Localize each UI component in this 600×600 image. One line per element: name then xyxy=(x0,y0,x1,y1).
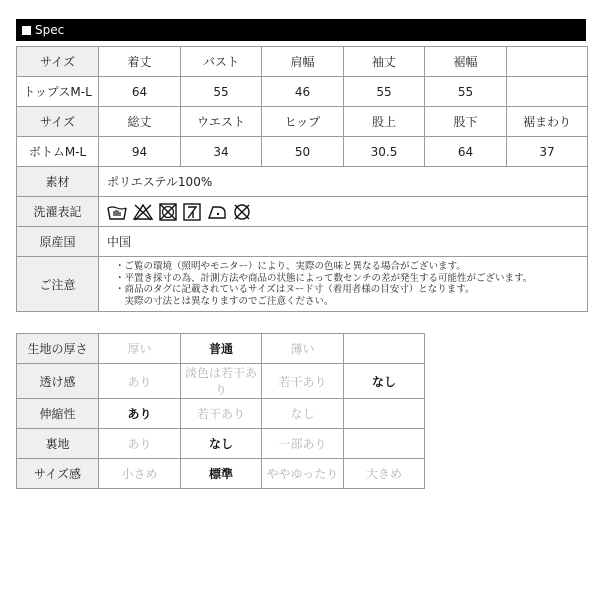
hand-wash-icon xyxy=(107,203,127,221)
feel-option: 標準 xyxy=(181,459,262,489)
notes-cell xyxy=(99,257,588,312)
feel-row-stretch xyxy=(17,399,425,429)
table-cell: 94 xyxy=(99,137,181,167)
table-header-cell: サイズ xyxy=(17,47,99,77)
feel-label: 生地の厚さ xyxy=(17,334,99,364)
table-cell: トップスM-L xyxy=(17,77,99,107)
origin-row xyxy=(17,227,588,257)
feel-option: あり xyxy=(99,399,181,429)
note-line: ・平置き採寸の為、計測方法や商品の状態によって数センチの差が発生する可能性がございます。 xyxy=(115,272,533,284)
feel-option: 一部あり xyxy=(262,429,344,459)
feel-label: 裏地 xyxy=(17,429,99,459)
table-header-cell: 肩幅 xyxy=(262,47,344,77)
table-header-cell: ヒップ xyxy=(262,107,344,137)
table-header-cell: ウエスト xyxy=(181,107,262,137)
table-cell: 37 xyxy=(507,137,588,167)
table-header-cell: 股上 xyxy=(344,107,425,137)
feel-option xyxy=(344,334,425,364)
table-cell: 34 xyxy=(181,137,262,167)
table-header-cell: 袖丈 xyxy=(344,47,425,77)
table-cell: 64 xyxy=(425,137,507,167)
origin-value: 中国 xyxy=(99,227,588,257)
care-label: 洗濯表記 xyxy=(17,197,99,227)
table-header-cell: 総丈 xyxy=(99,107,181,137)
table-cell: 55 xyxy=(425,77,507,107)
drip-dry-icon xyxy=(183,203,201,221)
feel-option: なし xyxy=(262,399,344,429)
care-row xyxy=(17,197,588,227)
feel-option: 若干あり xyxy=(262,364,344,399)
feel-label: 透け感 xyxy=(17,364,99,399)
feel-option: 普通 xyxy=(181,334,262,364)
table-cell: 64 xyxy=(99,77,181,107)
table-header-cell: サイズ xyxy=(17,107,99,137)
feel-option: 若干あり xyxy=(181,399,262,429)
spec-title: Spec xyxy=(35,23,65,37)
table-header-cell xyxy=(507,47,588,77)
table-header-cell: 股下 xyxy=(425,107,507,137)
feel-option: 大きめ xyxy=(344,459,425,489)
tops-value-row xyxy=(17,77,588,107)
table-header-cell: 裾幅 xyxy=(425,47,507,77)
bottoms-header-row xyxy=(17,107,588,137)
table-header-cell: 裾まわり xyxy=(507,107,588,137)
note-line: ・ご覧の環境（照明やモニター）により、実際の色味と異なる場合がございます。 xyxy=(115,261,466,272)
feel-option: なし xyxy=(344,364,425,399)
feel-row-lining xyxy=(17,429,425,459)
tops-header-row xyxy=(17,47,588,77)
material-value: ポリエステル100% xyxy=(99,167,588,197)
table-cell: 46 xyxy=(262,77,344,107)
square-icon xyxy=(22,26,31,35)
feel-option: ややゆったり xyxy=(262,459,344,489)
feel-option xyxy=(344,399,425,429)
table-header-cell: バスト xyxy=(181,47,262,77)
table-header-cell: 着丈 xyxy=(99,47,181,77)
feel-option: なし xyxy=(181,429,262,459)
no-tumble-dry-icon xyxy=(159,203,177,221)
feel-option: 淡色は若干あり xyxy=(181,364,262,399)
feel-option: あり xyxy=(99,364,181,399)
low-iron-icon xyxy=(207,203,227,221)
feel-option: 小さめ xyxy=(99,459,181,489)
bottoms-value-row xyxy=(17,137,588,167)
feel-label: サイズ感 xyxy=(17,459,99,489)
table-cell: 50 xyxy=(262,137,344,167)
note-line: ・商品のタグに記載されているサイズはヌード寸（着用者様の目安寸）となります。 xyxy=(115,284,475,295)
fabric-feel-table xyxy=(16,333,425,489)
spec-table xyxy=(16,46,588,312)
feel-option: あり xyxy=(99,429,181,459)
table-cell xyxy=(507,77,588,107)
origin-label: 原産国 xyxy=(17,227,99,257)
notes-label: ご注意 xyxy=(17,257,99,312)
feel-option: 薄い xyxy=(262,334,344,364)
feel-row-fit xyxy=(17,459,425,489)
feel-option: 厚い xyxy=(99,334,181,364)
feel-row-thickness xyxy=(17,334,425,364)
feel-label: 伸縮性 xyxy=(17,399,99,429)
table-cell: ボトムM-L xyxy=(17,137,99,167)
care-icons-cell xyxy=(99,197,588,227)
notes-row xyxy=(17,257,588,312)
material-label: 素材 xyxy=(17,167,99,197)
spec-header xyxy=(16,19,586,41)
table-cell: 55 xyxy=(344,77,425,107)
note-line: 実際の寸法とは異なりますのでご注意ください。 xyxy=(115,295,334,307)
table-cell: 30.5 xyxy=(344,137,425,167)
no-dry-clean-icon xyxy=(233,203,251,221)
feel-option xyxy=(344,429,425,459)
feel-row-sheerness xyxy=(17,364,425,399)
no-bleach-icon xyxy=(133,203,153,221)
material-row xyxy=(17,167,588,197)
table-cell: 55 xyxy=(181,77,262,107)
